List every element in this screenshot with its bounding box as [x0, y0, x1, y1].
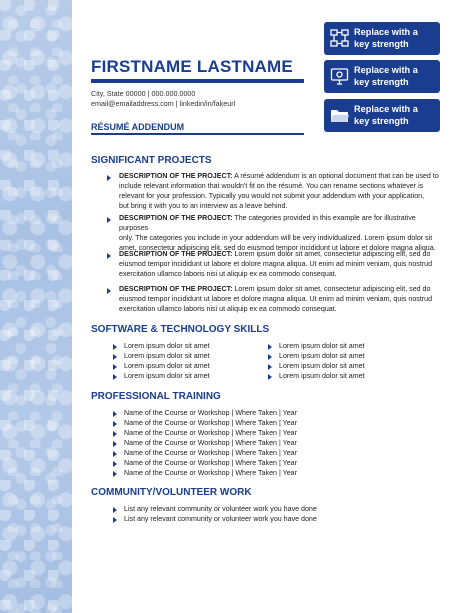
bullet-icon — [113, 441, 117, 447]
skill-right-4: Lorem ipsum dolor sit amet — [279, 372, 365, 380]
bullet-icon — [268, 374, 272, 380]
project-item-3 — [119, 250, 439, 280]
bullet-icon — [268, 364, 272, 370]
community-item-2: List any relevant community or volunteer work you have done — [124, 515, 317, 523]
folder-icon — [330, 106, 349, 125]
bullet-icon — [113, 374, 117, 380]
name-divider — [91, 79, 304, 83]
key-strength-3-line1: Replace with a — [354, 104, 418, 114]
project-1-line3: relevant for your profession. Typically you would not submit your addendum with your application, — [119, 191, 425, 200]
key-strength-1-line1: Replace with a — [354, 27, 418, 37]
skill-left-1: Lorem ipsum dolor sit amet — [124, 342, 210, 350]
training-item-2: Name of the Course or Workshop | Where Taken | Year — [124, 419, 297, 427]
bullet-icon — [113, 364, 117, 370]
training-item-7: Name of the Course or Workshop | Where Taken | Year — [124, 469, 297, 477]
key-strength-box-1 — [324, 22, 440, 55]
project-1-line1: A résumé addendum is an optional document that can be used to — [232, 172, 439, 180]
title-divider — [91, 133, 304, 135]
bullet-icon — [113, 421, 117, 427]
project-3-line2: eiusmod tempor incididunt ut labore et dolore magna aliqua. Ut enim ad minim veniam, quis nostrud — [119, 259, 433, 268]
bullet-icon — [113, 354, 117, 360]
training-heading: PROFESSIONAL TRAINING — [91, 391, 221, 402]
bullet-icon — [113, 411, 117, 417]
bullet-icon — [113, 471, 117, 477]
bullet-icon — [113, 344, 117, 350]
project-2-line1: The categories provided in this example are for illustrative purposes — [119, 214, 416, 232]
contact-email-linkedin: email@emailaddress.com | linkedin/in/fakeurl — [91, 99, 236, 108]
projects-heading: SIGNIFICANT PROJECTS — [91, 155, 212, 166]
project-1-line2: include relevant information that wouldn't fit on the résumé. You can rename sections whatever is — [119, 181, 424, 190]
training-item-4: Name of the Course or Workshop | Where Taken | Year — [124, 439, 297, 447]
training-item-1: Name of the Course or Workshop | Where Taken | Year — [124, 409, 297, 417]
bullet-icon — [113, 431, 117, 437]
project-2-line3: amet, consectetur adipiscing elit, sed do eiusmod tempor incididunt ut labore et dolore magna aliqua. — [119, 243, 436, 252]
key-strength-box-3 — [324, 99, 440, 132]
bullet-icon — [107, 217, 111, 223]
contact-address-phone: City, State 00000 | 000.000.0000 — [91, 89, 196, 98]
training-item-6: Name of the Course or Workshop | Where Taken | Year — [124, 459, 297, 467]
training-item-3: Name of the Course or Workshop | Where Taken | Year — [124, 429, 297, 437]
decorative-sidebar — [0, 0, 72, 613]
key-strength-2-line1: Replace with a — [354, 65, 418, 75]
bullet-icon — [113, 451, 117, 457]
document-title: RÉSUMÉ ADDENDUM — [91, 122, 185, 132]
project-4-label: DESCRIPTION OF THE PROJECT: — [119, 285, 233, 293]
bullet-icon — [268, 344, 272, 350]
bullet-icon — [107, 288, 111, 294]
bullet-icon — [107, 175, 111, 181]
project-3-label: DESCRIPTION OF THE PROJECT: — [119, 250, 233, 258]
bullet-icon — [268, 354, 272, 360]
project-2-line2: only. The categories you include in your addendum will be very individualized. Lorem ipsum dolor sit — [119, 233, 433, 242]
project-1-line4: but bring it with you to an interview as a leave behind. — [119, 201, 288, 210]
skill-right-1: Lorem ipsum dolor sit amet — [279, 342, 365, 350]
project-3-line3: exercitation ullamco laboris nisi ut aliquip ex ea commodo consequat. — [119, 269, 337, 278]
project-3-line1: Lorem ipsum dolor sit amet, consectetur adipiscing elit, sed do — [232, 250, 431, 258]
bullet-icon — [107, 253, 111, 259]
community-item-1: List any relevant community or volunteer work you have done — [124, 505, 317, 513]
skill-left-2: Lorem ipsum dolor sit amet — [124, 352, 210, 360]
project-item-1 — [119, 172, 439, 212]
skills-heading: SOFTWARE & TECHNOLOGY SKILLS — [91, 324, 270, 335]
bullet-icon — [113, 517, 117, 523]
skill-left-3: Lorem ipsum dolor sit amet — [124, 362, 210, 370]
project-item-4 — [119, 285, 439, 315]
community-heading: COMMUNITY/VOLUNTEER WORK — [91, 487, 252, 498]
key-strength-box-2 — [324, 60, 440, 93]
project-1-label: DESCRIPTION OF THE PROJECT: — [119, 172, 233, 180]
training-item-5: Name of the Course or Workshop | Where Taken | Year — [124, 449, 297, 457]
people-network-icon — [330, 29, 349, 48]
project-4-line2: eiusmod tempor incididunt ut labore et dolore magna aliqua. Ut enim ad minim veniam, quis nostrud — [119, 294, 433, 303]
bullet-icon — [113, 461, 117, 467]
project-item-2 — [119, 214, 439, 254]
project-4-line1: Lorem ipsum dolor sit amet, consectetur adipiscing elit, sed do — [232, 285, 431, 293]
skill-right-3: Lorem ipsum dolor sit amet — [279, 362, 365, 370]
key-strength-3-line2: key strength — [354, 115, 409, 126]
skill-right-2: Lorem ipsum dolor sit amet — [279, 352, 365, 360]
computer-monitor-icon — [330, 67, 349, 86]
project-4-line3: exercitation ullamco laboris nisi ut aliquip ex ea commodo consequat. — [119, 304, 337, 313]
project-2-label: DESCRIPTION OF THE PROJECT: — [119, 214, 233, 222]
skill-left-4: Lorem ipsum dolor sit amet — [124, 372, 210, 380]
key-strength-1-line2: key strength — [354, 38, 409, 49]
bullet-icon — [113, 507, 117, 513]
key-strength-2-line2: key strength — [354, 76, 409, 87]
person-name: FIRSTNAME LASTNAME — [91, 57, 293, 76]
